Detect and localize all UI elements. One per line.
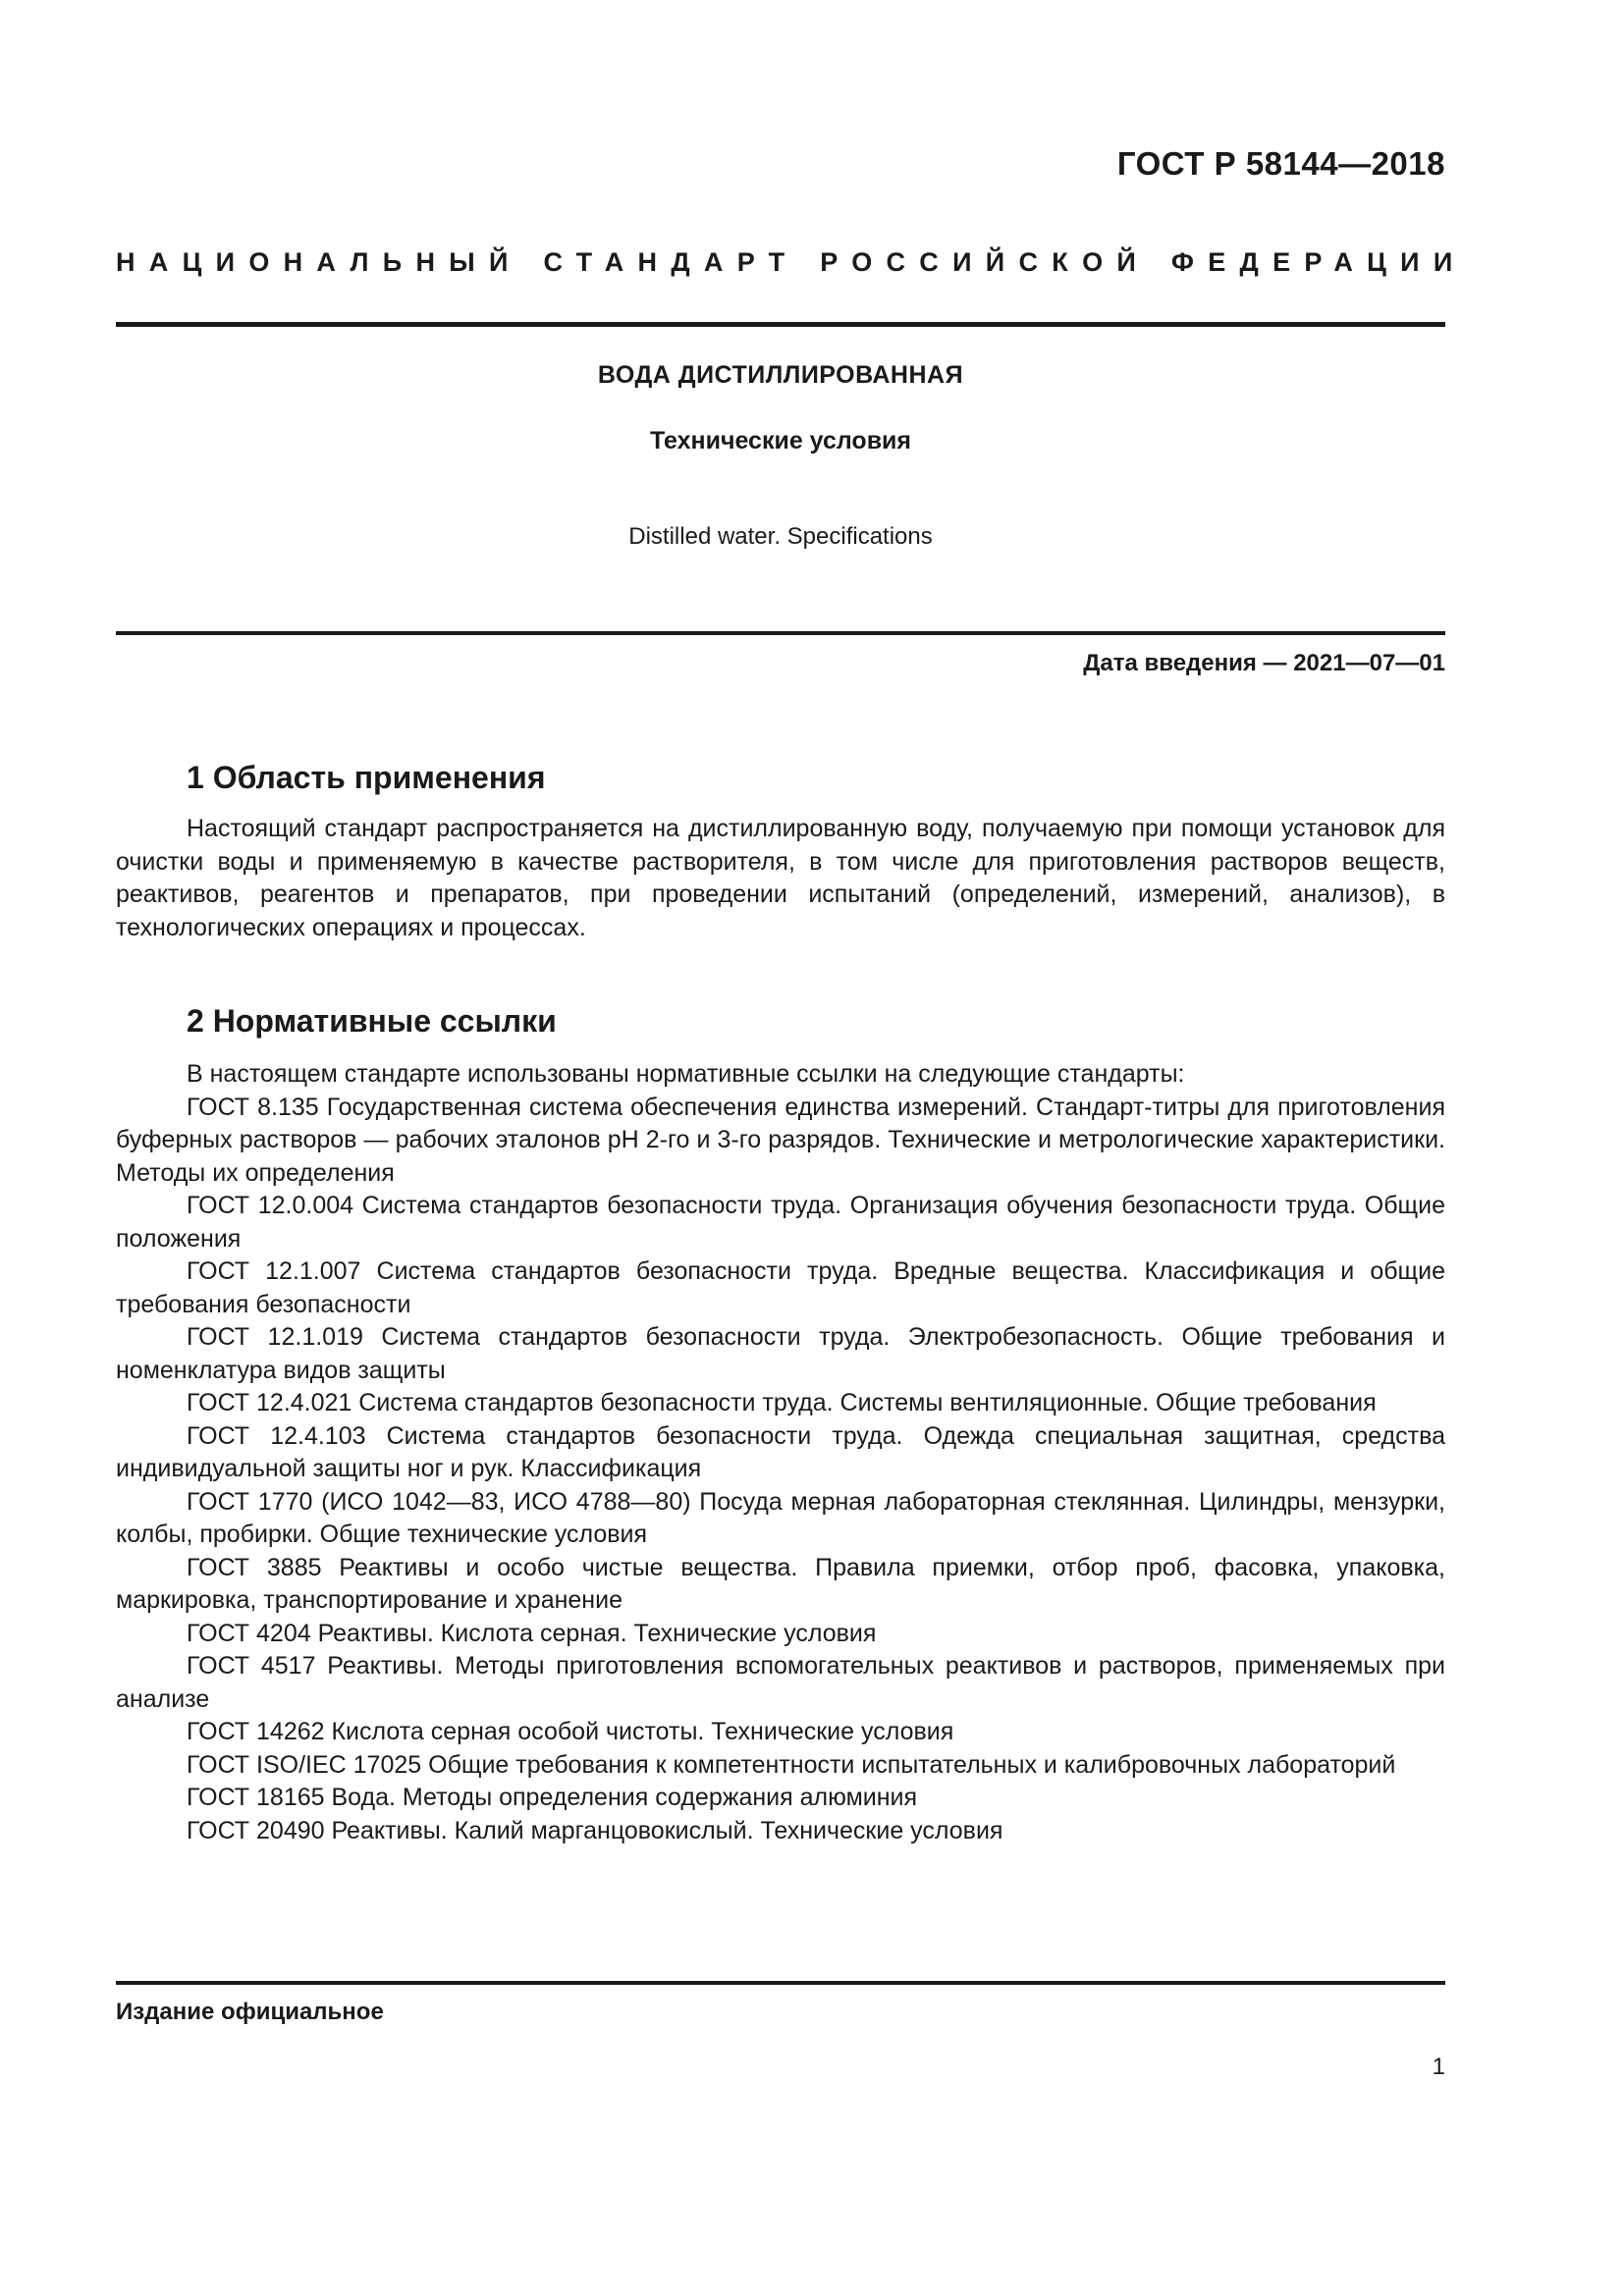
section-scope (116, 758, 1445, 944)
document-title: ВОДА ДИСТИЛЛИРОВАННАЯ (597, 361, 964, 389)
reference-item: ГОСТ ISO/IEC 17025 Общие требования к компетентности испытательных и калибровочных лабораторий (187, 1750, 1396, 1779)
title-divider (116, 631, 1445, 635)
reference-item: ГОСТ 14262 Кислота серная особой чистоты. Технические условия (187, 1718, 954, 1745)
national-standard-title: НАЦИОНАЛЬНЫЙ СТАНДАРТ РОССИЙСКОЙ ФЕДЕРАЦИИ (116, 247, 1467, 277)
footer-divider (116, 1981, 1445, 1985)
reference-item: ГОСТ 12.0.004 Система стандартов безопасности труда. Организация обучения безопасности труда. Общие положения (116, 1192, 1445, 1253)
reference-item: ГОСТ 3885 Реактивы и особо чистые вещества. Правила приемки, отбор проб, фасовка, упаковка, маркировка, транспортирование и хранение (116, 1553, 1445, 1614)
paragraph: Настоящий стандарт распространяется на дистиллированную воду, получаемую при помощи установок для очистки воды и применяемую в качестве растворителя, в том числе для приготовления растворов веществ, реактивов, реагентов и препаратов, при проведении испытаний (определений, измерений, анализов), в технологических операциях и процессах. (116, 815, 1445, 941)
document-english-title: Distilled water. Specifications (628, 523, 933, 550)
document-subtitle: Технические условия (649, 427, 912, 454)
top-divider (116, 322, 1445, 327)
reference-item: ГОСТ 4517 Реактивы. Методы приготовления вспомогательных реактивов и растворов, применяемых при анализе (116, 1652, 1445, 1713)
reference-item: ГОСТ 8.135 Государственная система обеспечения единства измерений. Стандарт-титры для приготовления буферных растворов — рабочих эталонов рН 2-го и 3-го разрядов. Технические и метрологические характеристики. Методы их определения (116, 1093, 1445, 1187)
document-number: ГОСТ Р 58144—2018 (1116, 145, 1445, 182)
reference-item: ГОСТ 1770 (ИСО 1042—83, ИСО 4788—80) Посуда мерная лабораторная стеклянная. Цилиндры, мензурки, колбы, пробирки. Общие технические условия (116, 1487, 1445, 1548)
reference-item: ГОСТ 12.4.021 Система стандартов безопасности труда. Системы вентиляционные. Общие требования (187, 1389, 1377, 1416)
official-edition-label: Издание официальное (116, 1999, 384, 2025)
section-normative-references (116, 1001, 1445, 1847)
section-heading: 1 Область применения (187, 760, 546, 795)
reference-item: ГОСТ 12.4.103 Система стандартов безопасности труда. Одежда специальная защитная, средства индивидуальной защиты ног и рук. Классификация (116, 1421, 1445, 1482)
reference-item: ГОСТ 12.1.019 Система стандартов безопасности труда. Электробезопасность. Общие требования и номенклатура видов защиты (116, 1323, 1445, 1384)
reference-item: ГОСТ 4204 Реактивы. Кислота серная. Технические условия (187, 1619, 877, 1647)
section-heading: 2 Нормативные ссылки (187, 1003, 557, 1039)
reference-item: ГОСТ 20490 Реактивы. Калий марганцовокислый. Технические условия (187, 1816, 1003, 1844)
page-number: 1 (1432, 2054, 1445, 2080)
paragraph: В настоящем стандарте использованы нормативные ссылки на следующие стандарты: (187, 1060, 1185, 1088)
introduction-date: Дата введения — 2021—07—01 (1083, 650, 1445, 676)
reference-item: ГОСТ 18165 Вода. Методы определения содержания алюминия (187, 1784, 918, 1811)
reference-item: ГОСТ 12.1.007 Система стандартов безопасности труда. Вредные вещества. Классификация и общие требования безопасности (116, 1257, 1445, 1318)
